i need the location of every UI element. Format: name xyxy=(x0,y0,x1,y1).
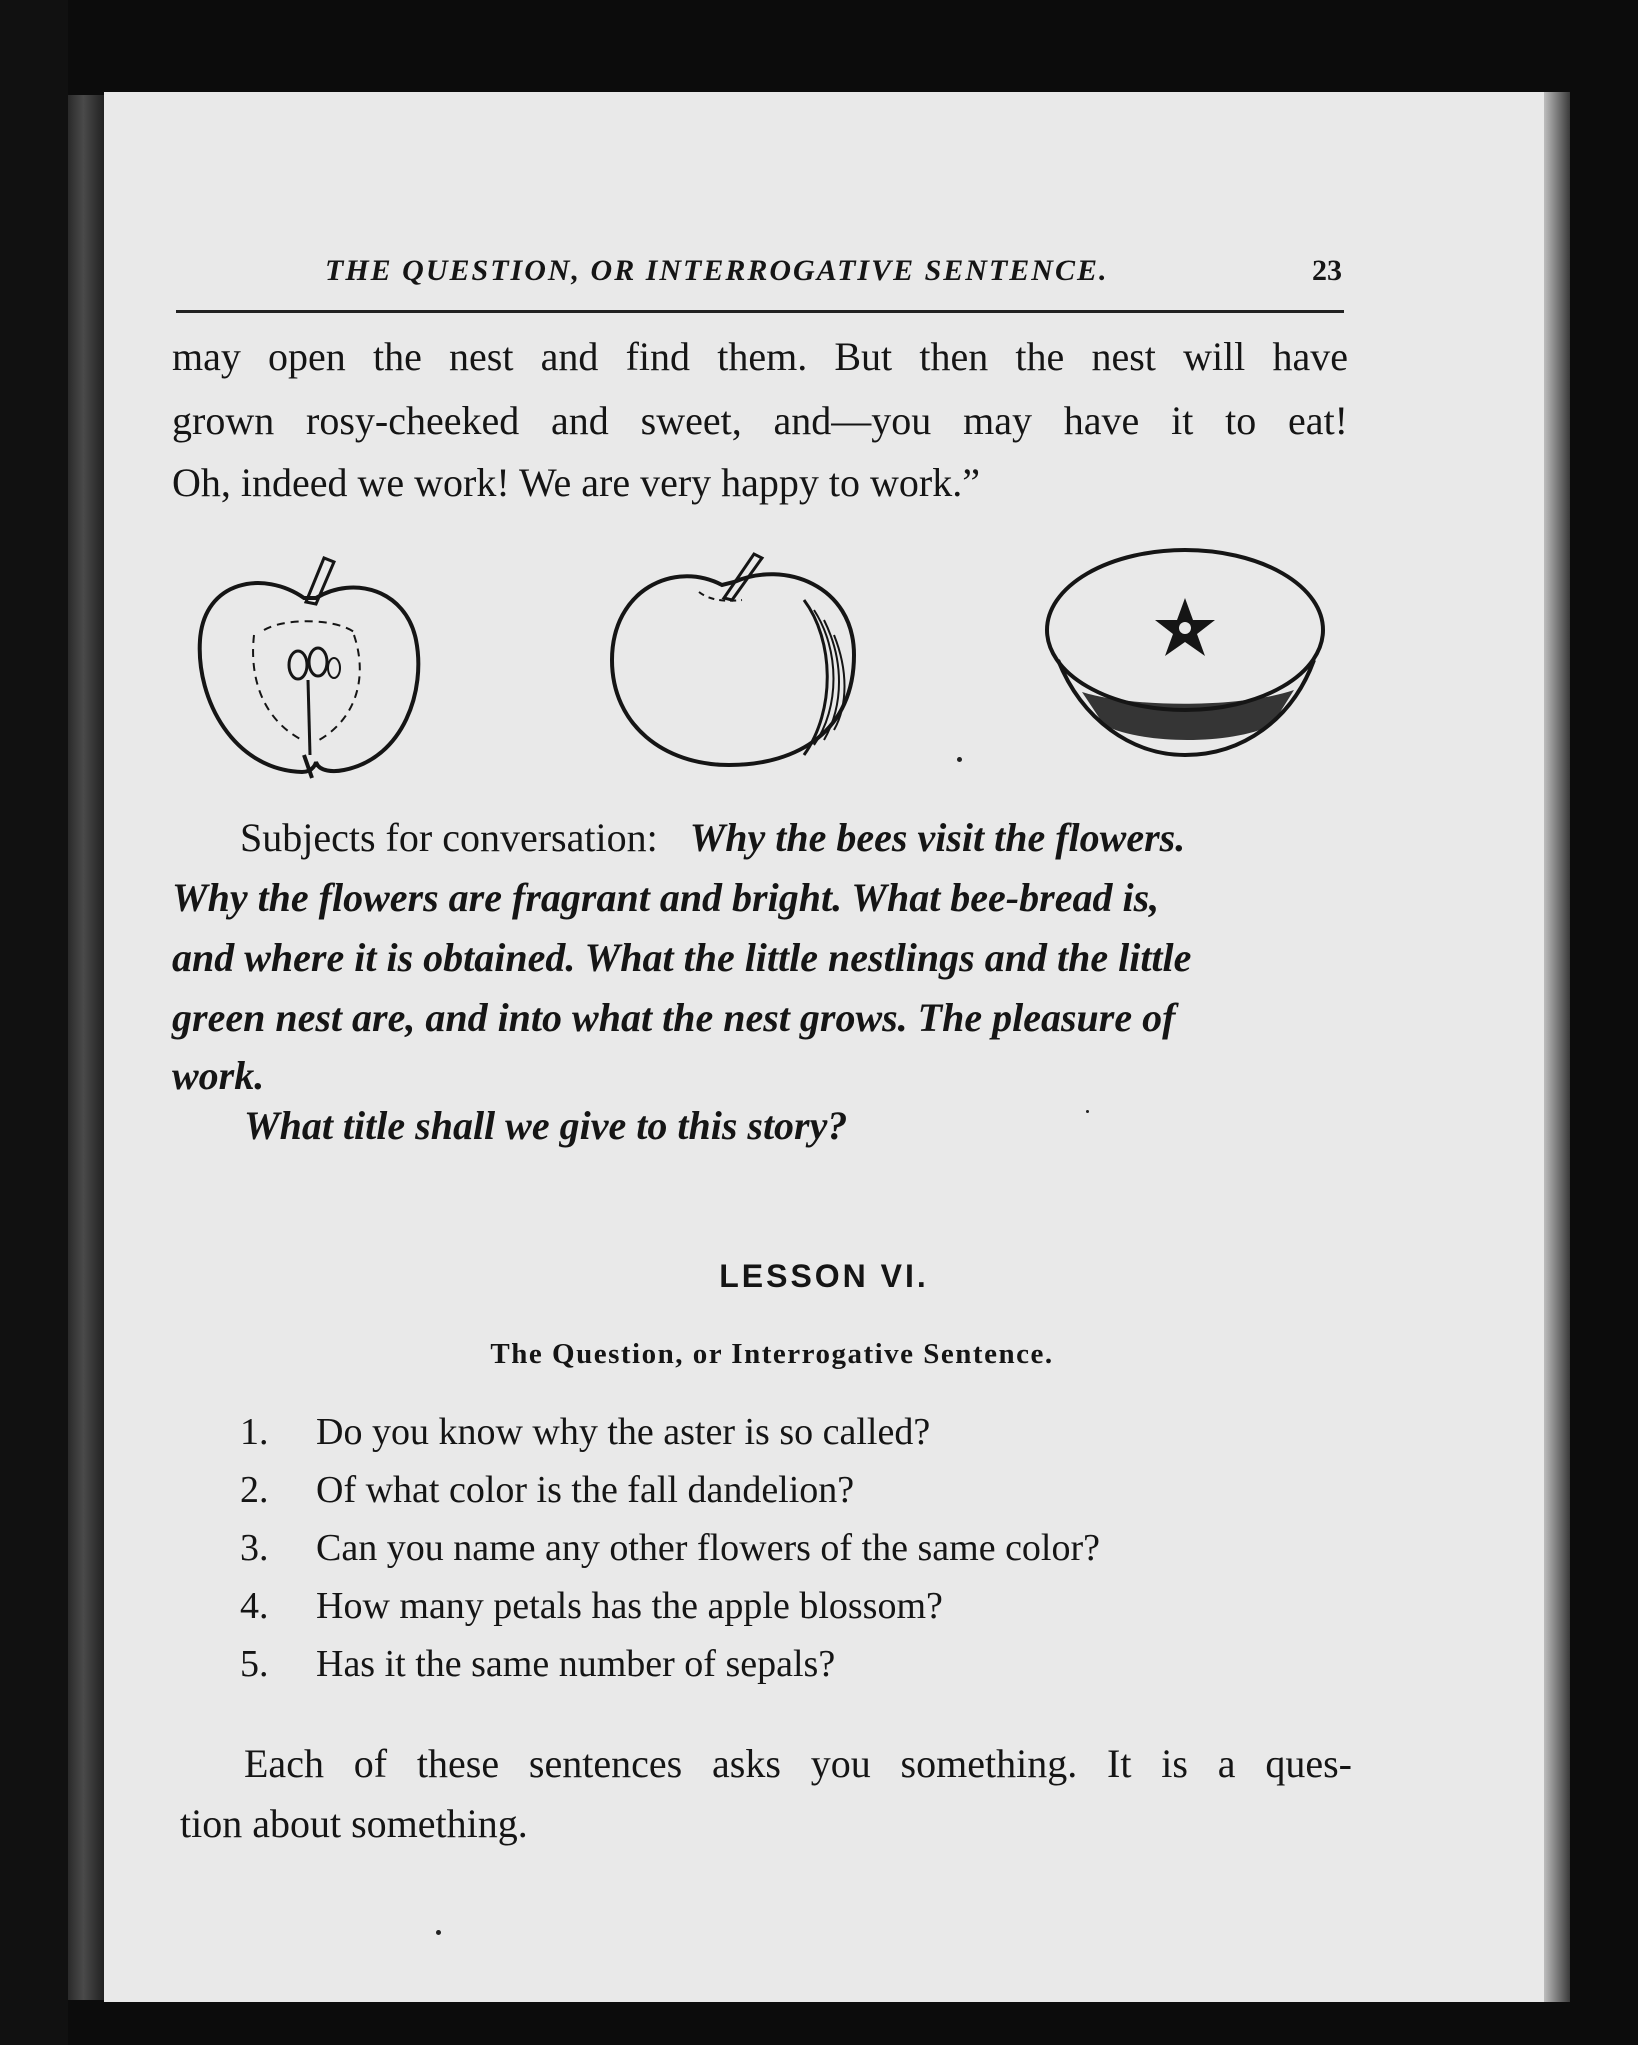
question-list xyxy=(240,1410,1340,1700)
opening-line-1: may open the nest and find them. But then the nest will have xyxy=(172,334,1348,379)
question-text: Can you name any other flowers of the same color? xyxy=(316,1527,1101,1569)
opening-line-3: Oh, indeed we work! We are very happy to work.” xyxy=(172,460,980,505)
question-number: 2. xyxy=(240,1469,269,1511)
page-right-edge xyxy=(1544,92,1570,2002)
list-item xyxy=(240,1526,1340,1584)
conversation-line-2: Why the flowers are fragrant and bright. What bee-bread is, xyxy=(172,875,1160,920)
print-speck xyxy=(436,1930,441,1935)
conversation-line-5: work. xyxy=(172,1053,265,1098)
whole-apple-icon xyxy=(604,540,864,775)
list-item xyxy=(240,1642,1340,1700)
closing-line-1: Each of these sentences asks you something. It is a ques- xyxy=(244,1741,1352,1786)
question-text: Has it the same number of sepals? xyxy=(316,1643,836,1685)
book-spine xyxy=(0,0,68,2045)
question-number: 4. xyxy=(240,1585,269,1627)
conversation-lead: Subjects for conversation: xyxy=(240,815,658,860)
list-item xyxy=(240,1410,1340,1468)
print-speck xyxy=(957,757,962,762)
apple-illustrations xyxy=(176,540,1356,800)
conversation-line-4: green nest are, and into what the nest grows. The pleasure of xyxy=(172,995,1176,1040)
lesson-heading: LESSON VI. xyxy=(719,1258,929,1294)
apple-half-star-core-icon xyxy=(1042,540,1332,765)
conversation-line-1 xyxy=(172,808,1348,868)
running-title: THE QUESTION, OR INTERROGATIVE SENTENCE. xyxy=(325,254,1109,287)
conversation-topic-1: Why the bees visit the flowers. xyxy=(689,815,1186,860)
page-number: 23 xyxy=(1312,254,1342,287)
question-number: 5. xyxy=(240,1643,269,1685)
closing-paragraph xyxy=(172,1734,1352,1854)
question-number: 3. xyxy=(240,1527,269,1569)
question-number: 1. xyxy=(240,1411,269,1453)
question-text: Do you know why the aster is so called? xyxy=(316,1411,931,1453)
conversation-line-3: and where it is obtained. What the little nestlings and the little xyxy=(172,935,1192,980)
question-text: How many petals has the apple blossom? xyxy=(316,1585,943,1627)
apple-cross-section-icon xyxy=(194,540,424,785)
header-rule xyxy=(176,310,1344,313)
question-text: Of what color is the fall dandelion? xyxy=(316,1469,855,1511)
list-item xyxy=(240,1468,1340,1526)
opening-line-2: grown rosy-cheeked and sweet, and—you may have it to eat! xyxy=(172,398,1348,443)
lesson-subtitle: The Question, or Interrogative Sentence. xyxy=(490,1338,1054,1370)
closing-line-2: tion about something. xyxy=(180,1801,528,1846)
list-item xyxy=(240,1584,1340,1642)
page-gutter xyxy=(68,95,106,2000)
print-speck xyxy=(1086,1110,1089,1113)
story-title-prompt: What title shall we give to this story? xyxy=(244,1103,848,1148)
